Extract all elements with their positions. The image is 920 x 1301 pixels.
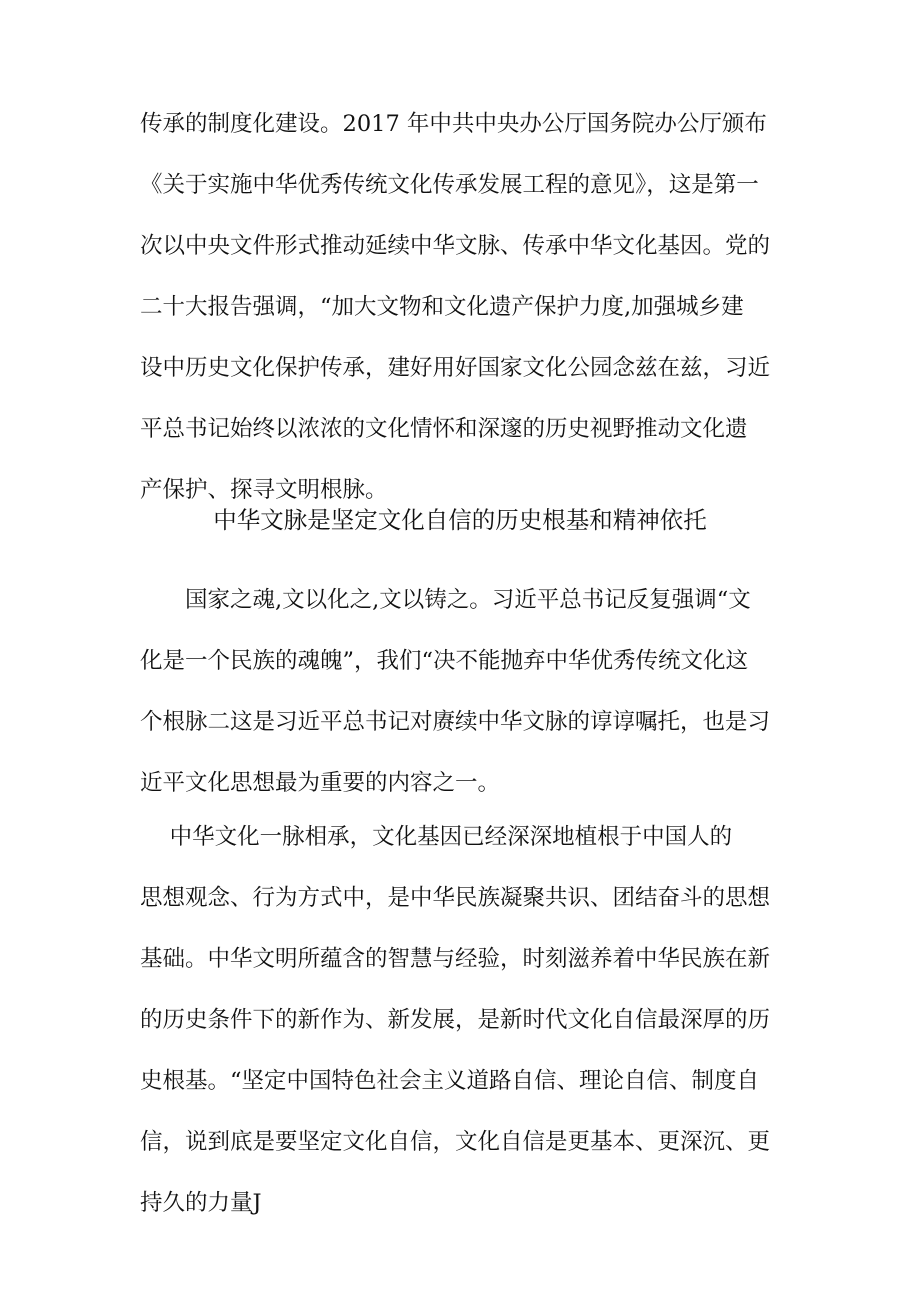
paragraph-line: 信，说到底是要坚定文化自信，文化自信是更基本、更深沉、更 bbox=[140, 1129, 771, 1155]
paragraph-line: 平总书记始终以浓浓的文化情怀和深邃的历史视野推动文化遗 bbox=[140, 416, 748, 442]
paragraph-line: 持久的力量J bbox=[140, 1190, 262, 1216]
paragraph-line: 近平文化思想最为重要的内容之一。 bbox=[140, 770, 501, 796]
paragraph-line: 化是一个民族的魂魄”，我们“决不能抛弃中华优秀传统文化这 bbox=[140, 648, 749, 674]
paragraph-line: 产保护、探寻文明根脉。 bbox=[140, 477, 388, 503]
paragraph-3 bbox=[140, 807, 785, 1234]
paragraph-1 bbox=[140, 94, 785, 521]
section-heading: 中华文脉是坚定文化自信的历史根基和精神依托 bbox=[213, 506, 707, 534]
paragraph-line: 二十大报告强调，“加大文物和文化遗产保护力度,加强城乡建 bbox=[140, 294, 744, 320]
paragraph-line: 次以中央文件形式推动延续中华文脉、传承中华文化基因。党的 bbox=[140, 233, 771, 259]
paragraph-line: 设中历史文化保护传承，建好用好国家文化公园念兹在兹，习近 bbox=[140, 355, 771, 381]
paragraph-line: 思想观念、行为方式中，是中华民族凝聚共识、团结奋斗的思想 bbox=[140, 885, 771, 911]
paragraph-line: 的历史条件下的新作为、新发展，是新时代文化自信最深厚的历 bbox=[140, 1007, 771, 1033]
paragraph-line: 基础。中华文明所蕴含的智慧与经验，时刻滋养着中华民族在新 bbox=[140, 946, 771, 972]
paragraph-line: 传承的制度化建设。2017 年中共中央办公厅国务院办公厅颁布 bbox=[140, 111, 767, 137]
paragraph-line: 个根脉二这是习近平总书记对赓续中华文脉的谆谆嘱托，也是习 bbox=[140, 709, 771, 735]
paragraph-line: 《关于实施中华优秀传统文化传承发展工程的意见》，这是第一 bbox=[140, 172, 759, 198]
paragraph-line: 国家之魂,文以化之,文以铸之。习近平总书记反复强调“文 bbox=[140, 587, 751, 613]
paragraph-line: 史根基。“坚定中国特色社会主义道路自信、理论自信、制度自 bbox=[140, 1068, 760, 1094]
paragraph-2 bbox=[140, 570, 785, 814]
paragraph-line: 中华文化一脉相承，文化基因已经深深地植根于中国人的 bbox=[140, 824, 733, 850]
